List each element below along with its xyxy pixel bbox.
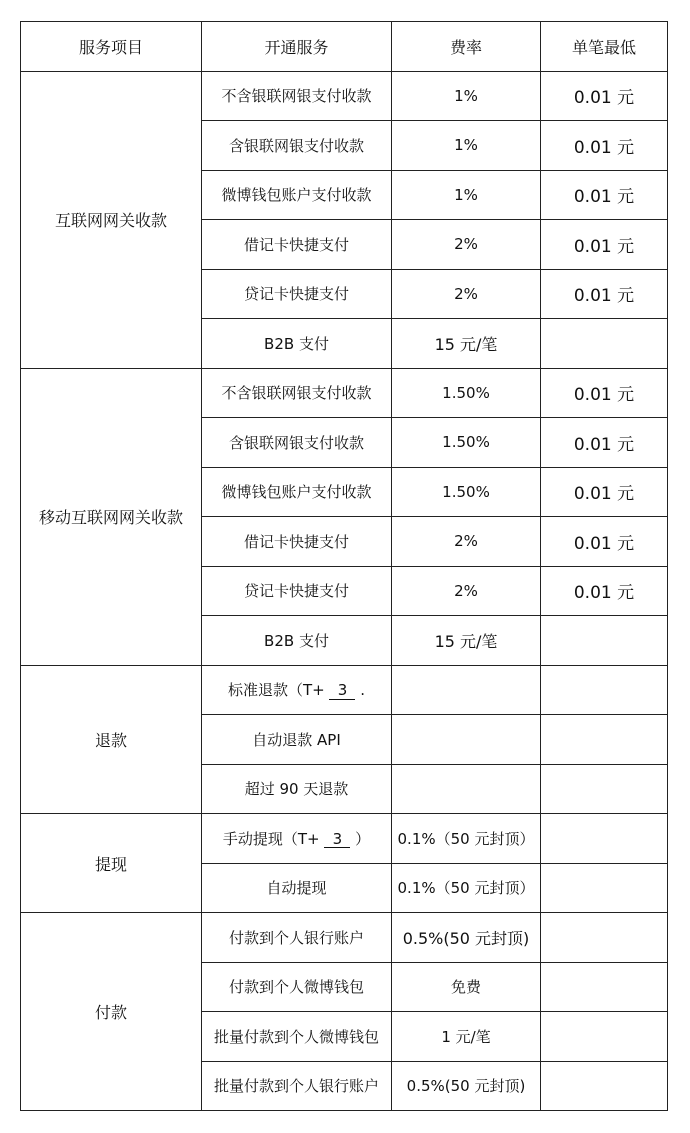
min-cell	[541, 665, 668, 715]
rate-cell: 1 元/笔	[392, 1012, 541, 1062]
min-cell	[541, 913, 668, 963]
rate-cell: 0.5%(50 元封顶)	[392, 1061, 541, 1111]
header-minimum-per-transaction: 单笔最低	[541, 22, 668, 72]
min-cell: 0.01 元	[541, 269, 668, 319]
service-prefix: 手动提现（T+	[222, 829, 320, 848]
fee-table	[20, 21, 668, 1111]
service-cell: 自动提现	[202, 863, 392, 913]
service-cell: 超过 90 天退款	[202, 764, 392, 814]
min-cell	[541, 319, 668, 369]
category-cell: 提现	[21, 814, 202, 913]
days-fill-blank: 3	[324, 831, 350, 849]
min-cell	[541, 1061, 668, 1111]
service-prefix: 标准退款（T+	[227, 681, 325, 700]
service-cell: 贷记卡快捷支付	[202, 566, 392, 616]
rate-cell	[392, 665, 541, 715]
min-cell	[541, 764, 668, 814]
category-cell: 互联网网关收款	[21, 71, 202, 368]
service-cell: 自动退款 API	[202, 715, 392, 765]
table-row	[21, 913, 668, 963]
min-cell: 0.01 元	[541, 368, 668, 418]
min-cell	[541, 814, 668, 864]
rate-cell: 2%	[392, 517, 541, 567]
min-cell: 0.01 元	[541, 418, 668, 468]
service-cell	[202, 665, 392, 715]
rate-cell: 0.1%（50 元封顶）	[392, 863, 541, 913]
min-cell	[541, 863, 668, 913]
min-cell: 0.01 元	[541, 220, 668, 270]
min-cell	[541, 962, 668, 1012]
rate-cell: 1%	[392, 121, 541, 171]
rate-cell	[392, 764, 541, 814]
table-header-row	[21, 22, 668, 72]
service-cell: 含银联网银支付收款	[202, 418, 392, 468]
service-cell: B2B 支付	[202, 616, 392, 666]
service-cell: 微博钱包账户支付收款	[202, 467, 392, 517]
service-suffix: ）	[355, 829, 371, 848]
min-cell: 0.01 元	[541, 71, 668, 121]
fee-table-wrapper	[20, 21, 668, 1111]
service-cell: 付款到个人微博钱包	[202, 962, 392, 1012]
category-cell: 退款	[21, 665, 202, 814]
header-service-item: 服务项目	[21, 22, 202, 72]
rate-cell: 1%	[392, 170, 541, 220]
service-cell	[202, 814, 392, 864]
service-cell: 不含银联网银支付收款	[202, 71, 392, 121]
rate-cell: 1.50%	[392, 467, 541, 517]
header-rate: 费率	[392, 22, 541, 72]
service-cell: 微博钱包账户支付收款	[202, 170, 392, 220]
min-cell: 0.01 元	[541, 170, 668, 220]
table-row	[21, 71, 668, 121]
min-cell: 0.01 元	[541, 566, 668, 616]
table-row	[21, 814, 668, 864]
min-cell: 0.01 元	[541, 517, 668, 567]
rate-cell: 15 元/笔	[392, 319, 541, 369]
rate-cell: 2%	[392, 269, 541, 319]
min-cell: 0.01 元	[541, 121, 668, 171]
service-cell: 含银联网银支付收款	[202, 121, 392, 171]
table-row	[21, 368, 668, 418]
rate-cell: 0.1%（50 元封顶）	[392, 814, 541, 864]
rate-cell: 免费	[392, 962, 541, 1012]
service-cell: 不含银联网银支付收款	[202, 368, 392, 418]
service-cell: 批量付款到个人微博钱包	[202, 1012, 392, 1062]
service-cell: 批量付款到个人银行账户	[202, 1061, 392, 1111]
table-row	[21, 665, 668, 715]
min-cell	[541, 616, 668, 666]
service-cell: 贷记卡快捷支付	[202, 269, 392, 319]
rate-cell: 2%	[392, 566, 541, 616]
service-cell: B2B 支付	[202, 319, 392, 369]
days-fill-blank: 3	[329, 682, 355, 700]
service-cell: 付款到个人银行账户	[202, 913, 392, 963]
rate-cell: 2%	[392, 220, 541, 270]
category-cell: 付款	[21, 913, 202, 1111]
service-cell: 借记卡快捷支付	[202, 220, 392, 270]
service-cell: 借记卡快捷支付	[202, 517, 392, 567]
rate-cell	[392, 715, 541, 765]
category-cell: 移动互联网网关收款	[21, 368, 202, 665]
min-cell	[541, 715, 668, 765]
min-cell	[541, 1012, 668, 1062]
header-enabled-service: 开通服务	[202, 22, 392, 72]
rate-cell: 1.50%	[392, 418, 541, 468]
rate-cell: 1%	[392, 71, 541, 121]
rate-cell: 15 元/笔	[392, 616, 541, 666]
min-cell: 0.01 元	[541, 467, 668, 517]
service-suffix: .	[360, 681, 366, 700]
rate-cell: 0.5%(50 元封顶)	[392, 913, 541, 963]
rate-cell: 1.50%	[392, 368, 541, 418]
